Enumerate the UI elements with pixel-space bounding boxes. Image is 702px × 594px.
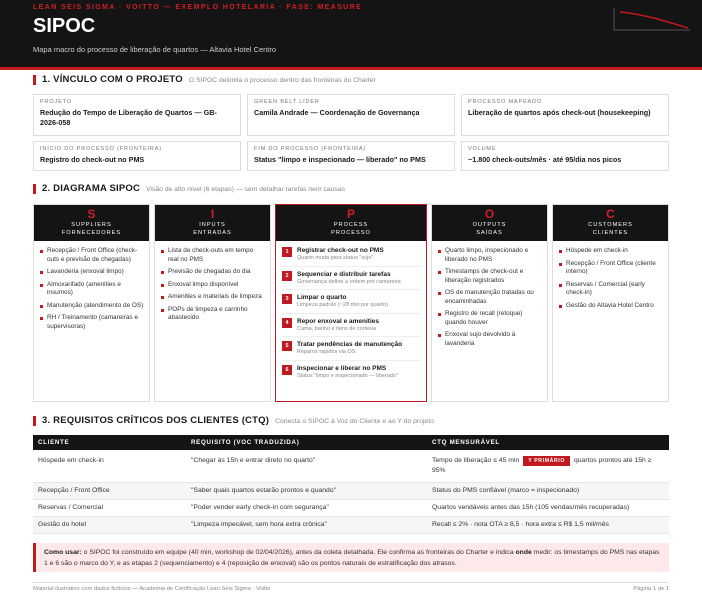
step-title: Limpar o quarto [297,294,347,301]
bullet-square-icon [559,250,562,253]
bullet-square-icon [559,305,562,308]
column-name-en: INPUTS [199,222,226,228]
card-fim-processo [247,141,455,171]
step-number: 3 [282,294,292,304]
section-marker [33,184,36,194]
usage-note [33,543,669,572]
table-row [33,516,669,533]
column-header [553,205,668,241]
list-item: Enxoval limpo disponível [161,281,265,290]
cell-client: Recepção / Front Office [33,482,186,499]
step-subtitle: Limpeza padrão (~28 min por quarto) [297,302,388,308]
cell-client: Gestão do hotel [33,516,186,533]
step-subtitle: Cama, banho e itens de cortesia [297,325,377,332]
step-title: Repor enxoval e amenities [297,317,380,325]
step-subtitle: Reparos rápidos via OS [297,349,356,355]
bullet-square-icon [438,313,441,316]
column-name-en: OUTPUTS [472,222,507,228]
step-number: 2 [282,271,292,281]
section-1-note: O SIPOC delimita o processo dentro das fronteiras do Charter [188,77,376,84]
step-subtitle: Governança define a ordem por camareira [297,278,401,285]
step-title: Tratar pendências de manutenção [297,341,403,348]
list-item: Almoxarifado (amenities e insumos) [40,281,144,298]
cell-requirement: "Saber quais quartos estarão prontos e quando" [186,482,427,499]
sipoc-customers-column [552,204,669,402]
list-item: Manutenção (atendimento de OS) [40,302,144,311]
bullet-square-icon [438,250,441,253]
column-header [34,205,149,241]
card-value: Camila Andrade — Coordenação de Governança [254,108,420,117]
sipoc-suppliers-column [33,204,150,402]
step-subtitle: Quarto muda para status "sujo" [297,255,374,261]
step-number: 4 [282,318,292,328]
process-step [282,365,421,384]
list-item: Reservas / Comercial (early check-in) [559,281,663,298]
process-step [282,318,421,338]
bullet-square-icon [559,263,562,266]
card-value: Status "limpo e inspecionado — liberado" no PMS [254,155,426,164]
column-body [155,241,270,331]
cell-requirement: "Chegar às 15h e entrar direto no quarto" [186,450,427,482]
table-row [33,450,669,482]
card-volume [461,141,669,171]
card-label: GREEN BELT LÍDER [254,99,320,105]
list-item: Hóspede em check-in [559,247,663,256]
bullet-square-icon [438,271,441,274]
cell-requirement: "Poder vender early check-in com segurança" [186,499,427,516]
card-projeto [33,94,241,136]
note-emphasis: onde [515,549,532,556]
section-1-title: 1. VÍNCULO COM O PROJETO [42,74,183,85]
section-3-title: 3. REQUISITOS CRÍTICOS DOS CLIENTES (CTQ) [42,415,270,426]
step-title: Registrar check-out no PMS [297,247,384,254]
card-label: VOLUME [468,146,497,152]
page-title: SIPOC [33,15,96,37]
bullet-square-icon [161,271,164,274]
column-header: REQUISITO (VOC TRADUZIDA) [186,435,427,450]
column-name-pt: CLIENTES [592,230,629,236]
project-link-cards [33,94,669,171]
header-kicker: LEAN SEIS SIGMA · VOITTO — EXEMPLO HOTELARIA · FASE: MEASURE [33,4,363,11]
section-2-title: 2. DIAGRAMA SIPOC [42,183,141,194]
step-number: 6 [282,365,292,375]
bullet-square-icon [161,284,164,287]
bullet-square-icon [161,309,164,312]
card-value: Registro do check-out no PMS [40,155,145,164]
list-item: Enxoval sujo devolvido à lavanderia [438,331,542,348]
list-item: Amenities e materiais de limpeza [161,293,265,302]
sipoc-inputs-column [154,204,271,402]
column-header [276,205,426,241]
bullet-square-icon [438,334,441,337]
step-number: 5 [282,341,292,351]
process-step [282,271,421,291]
column-name-pt: PROCESSO [331,230,371,236]
cell-client: Hóspede em check-in [33,450,186,482]
column-header [432,205,547,241]
note-lead: Como usar: [44,549,82,556]
list-item: POPs de limpeza e carrinho abastecido [161,306,265,323]
list-item: Gestão do Altavia Hotel Centro [559,302,663,311]
column-header [155,205,270,241]
column-header: CTQ MENSURÁVEL [427,435,669,450]
page-subtitle: Mapa macro do processo de liberação de quartos — Altavia Hotel Centro [33,45,277,54]
column-name-pt: FORNECEDORES [61,230,122,236]
column-letter: S [87,207,96,221]
list-item: Lista de check-outs em tempo real no PMS [161,247,265,264]
bullet-square-icon [40,271,43,274]
column-header: CLIENTE [33,435,186,450]
list-item: RH / Treinamento (camareiras e supervisoras) [40,314,144,331]
table-header-row [33,435,669,450]
section-1-heading [33,74,376,85]
column-name-en: PROCESS [333,222,369,228]
column-body [553,241,668,318]
step-title: Inspecionar e liberar no PMS [297,364,387,372]
cell-ctq: Quartos vendáveis antes das 15h (105 vendas/mês recuperadas) [427,499,669,516]
list-item: Timestamps de check-out e liberação registrados [438,268,542,285]
card-value: Redução do Tempo de Liberação de Quartos — GB-2026-058 [40,108,217,127]
list-item: OS de manutenção tratadas ou encaminhadas [438,289,542,306]
cell-requirement: "Limpeza impecável, sem hora extra crônica" [186,516,427,533]
bullet-square-icon [40,284,43,287]
sipoc-outputs-column [431,204,548,402]
card-value: Liberação de quartos após check-out (housekeeping) [468,108,651,117]
cell-ctq: Status do PMS confiável (marco = inspecionado) [427,482,669,499]
step-number: 1 [282,247,292,257]
sipoc-process-column [275,204,427,402]
column-letter: I [210,207,215,221]
card-green-belt [247,94,455,136]
cell-client: Reservas / Comercial [33,499,186,516]
header-curve-graphic [612,6,692,32]
section-2-note: Visão de alto nível (6 etapas) — sem detalhar tarefas nem causas [146,186,346,193]
process-step [282,247,421,267]
page-number: Página 1 de 1 [633,586,669,592]
footer-credit: Material ilustrativo com dados fictícios — Academia de Certificação Lean Seis Sigma · Voitto [33,586,271,592]
column-body [34,241,149,339]
column-letter: O [484,207,495,221]
cell-ctq: Tempo de liberação ≤ 45 min Y PRIMÁRIO quartos prontos até 15h ≥ 95% [427,450,669,482]
step-subtitle: Status "limpo e inspecionado — liberado" [297,372,398,379]
process-step [282,341,421,361]
ctq-table [33,435,669,534]
section-3-heading [33,415,434,426]
section-3-note: Conecta o SIPOC à Voz do Cliente e ao Y do projeto [275,418,434,425]
note-text: medir: os timestamps do PMS nas etapas 1 e 6 são o marco do Y, e as etapas 2 (sequenciamento) e 4 (reposição de enxoval) são os pontos naturais de estratificação dos atrasos. [44,549,660,567]
list-item: Recepção / Front Office (check-outs e previsão de chegadas) [40,247,144,264]
bullet-square-icon [161,250,164,253]
bullet-square-icon [438,292,441,295]
page-header [0,0,702,70]
bullet-square-icon [40,250,43,253]
process-step [282,294,421,314]
section-marker [33,75,36,85]
bullet-square-icon [40,317,43,320]
bullet-square-icon [40,305,43,308]
cell-ctq: Recall ≤ 2% · nota OTA ≥ 8,5 · hora extra ≤ R$ 1,5 mil/mês [427,516,669,533]
column-name-en: SUPPLIERS [71,222,112,228]
bullet-square-icon [161,296,164,299]
card-label: FIM DO PROCESSO (FRONTEIRA) [254,146,367,152]
page-footer [33,582,669,592]
column-name-pt: ENTRADAS [193,230,232,236]
note-text: o SIPOC foi construído em equipe (40 min, workshop de 02/04/2026), antes da coleta detalhada. Ele confirma as fronteiras do Charter e indica [81,549,516,556]
column-name-en: CUSTOMERS [588,222,633,228]
section-2-heading [33,183,345,194]
bullet-square-icon [559,284,562,287]
list-item: Registro de recall (retoque) quando houver [438,310,542,327]
column-letter: P [346,207,355,221]
sipoc-diagram [33,204,669,402]
list-item: Recepção / Front Office (cliente interno) [559,260,663,277]
list-item: Lavanderia (enxoval limpo) [40,268,144,277]
column-name-pt: SAÍDAS [476,230,503,236]
card-value: ~1.800 check-outs/mês · até 95/dia nos picos [468,155,622,164]
card-label: INÍCIO DO PROCESSO (FRONTEIRA) [40,146,162,152]
section-marker [33,416,36,426]
table-row [33,499,669,516]
table-row [33,482,669,499]
list-item: Quarto limpo, inspecionado e liberado no PMS [438,247,542,264]
step-title: Sequenciar e distribuir tarefas [297,270,391,278]
primary-y-badge: Y PRIMÁRIO [523,456,570,466]
card-processo-mapeado [461,94,669,136]
card-inicio-processo [33,141,241,171]
card-label: PROJETO [40,99,72,105]
column-body [276,241,426,391]
column-letter: C [606,207,615,221]
card-label: PROCESSO MAPEADO [468,99,543,105]
list-item: Previsão de chegadas do dia [161,268,265,277]
column-body [432,241,547,356]
